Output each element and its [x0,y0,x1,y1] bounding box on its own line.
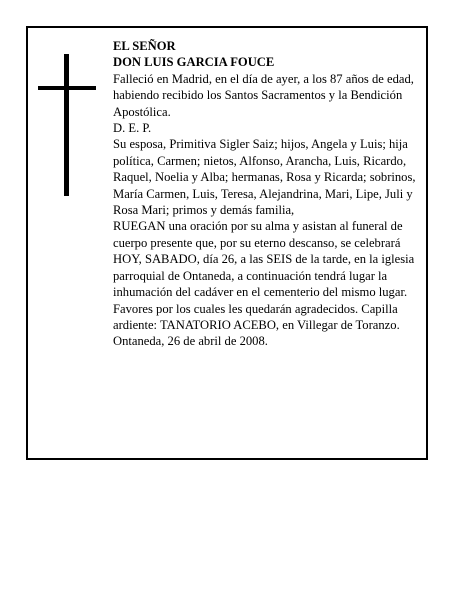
cross-icon-crossbar [38,86,96,90]
title-line-1: EL SEÑOR [113,39,176,53]
death-notice: Falleció en Madrid, en el día de ayer, a los 87 años de edad, [113,71,414,86]
deceased-name: DON LUIS GARCIA FOUCE [113,55,275,70]
dep-line: D. E. P. [113,121,152,136]
obituary-text [113,38,418,350]
cross-icon [64,54,69,196]
family-list: Su esposa, Primitiva Sigler Saiz; hijos, Angela y Luis; hija política, Carmen; nietos, Alfonso, Arancha, Luis, Ricardo, Raquel, Noelia y Alba; hermanas, Rosa y Ricarda; sobrinos, María Carmen, Luis, Teresa, Alejandrina, Mari, Lipe, Juli y Rosa Mari; primos y demás familia, [113,137,416,218]
funeral-request: RUEGAN una oración por su alma y asistan al funeral de cuerpo presente que, por su eterno descanso, se celebrará HOY, SABADO, día 26, a las SEIS de la tarde, en la iglesia parroquial de Ontaneda, a continuación tendrá lugar la inhumación del cadáver en el cementerio del mismo lugar. Favores por los cuales les quedarán agradecidos. Capilla ardiente: TANATORIO ACEBO, en Villegar de Toranzo. [113,219,415,332]
sacraments-line: habiendo recibido los Santos Sacramentos y la Bendición Apostólica. [113,88,403,119]
place-date: Ontaneda, 26 de abril de 2008. [113,334,268,349]
